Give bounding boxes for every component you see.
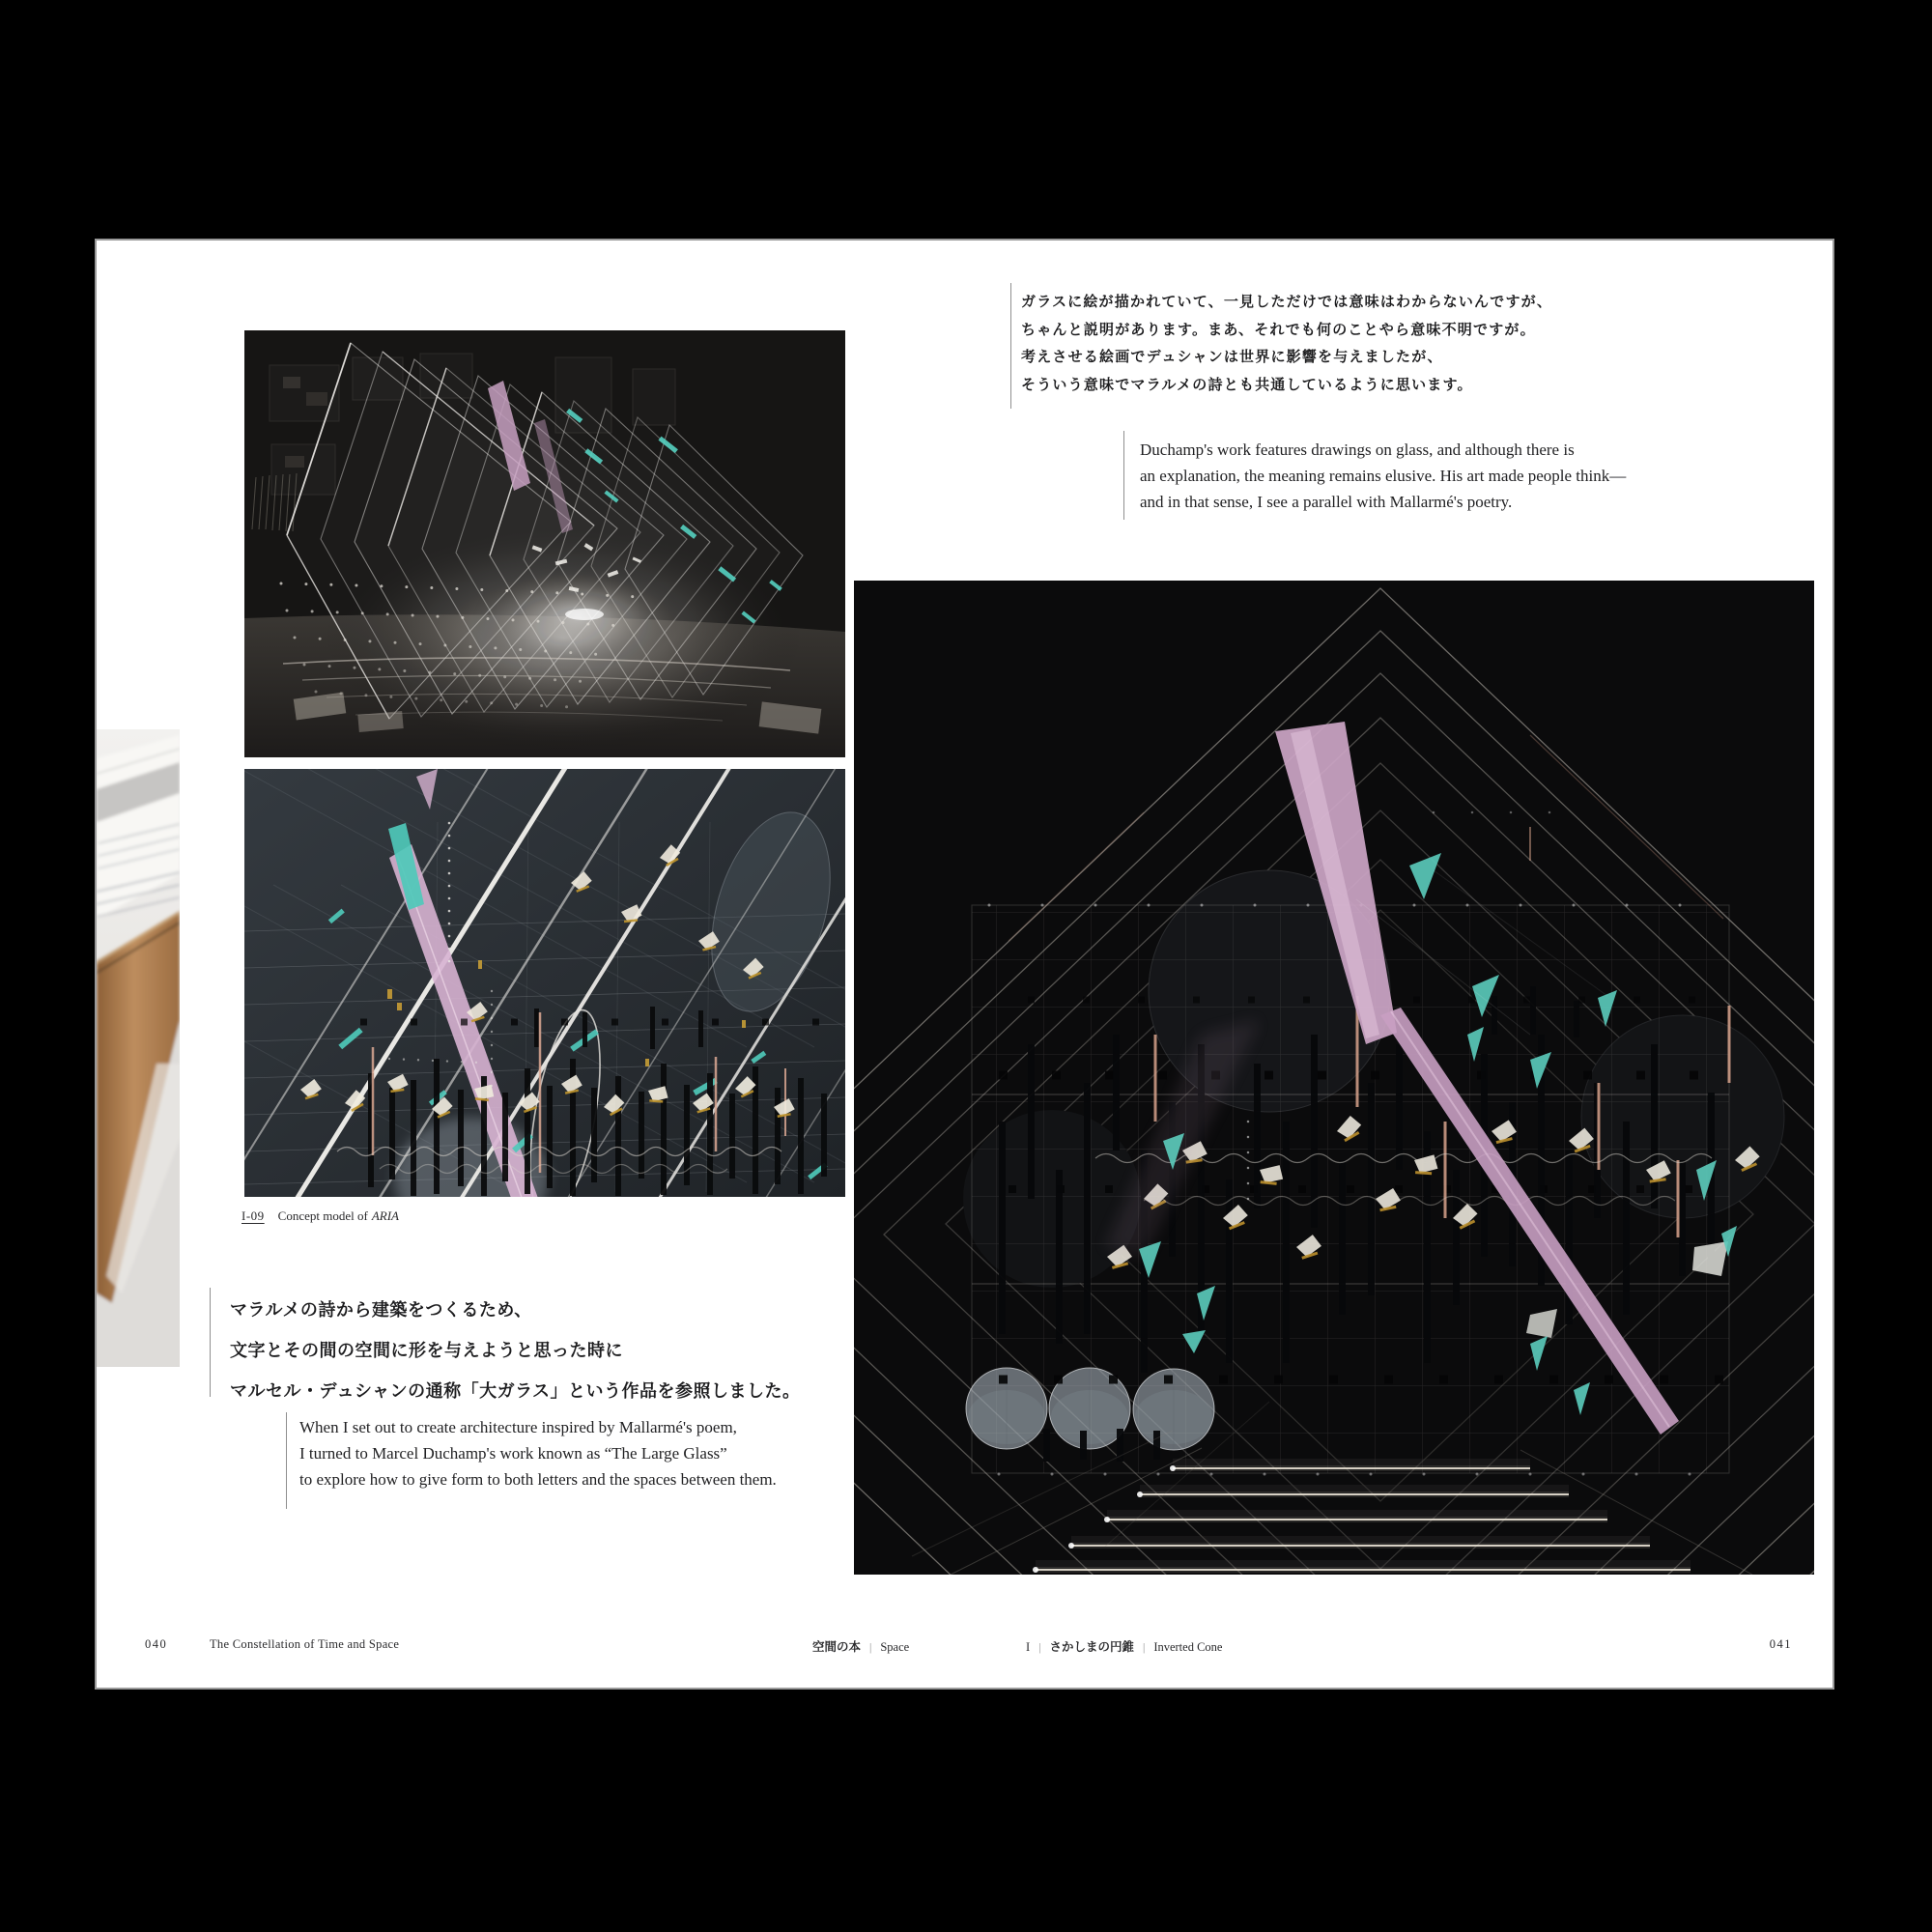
- quote-line: to explore how to give form to both letters and the spaces between them.: [299, 1470, 777, 1489]
- work-title: ARIA: [371, 1208, 399, 1223]
- figure-caption: [242, 1208, 399, 1224]
- quote-line: I turned to Marcel Duchamp's work known as “The Large Glass”: [299, 1444, 727, 1463]
- divider: |: [1143, 1642, 1146, 1654]
- quote-line: When I set out to create architecture inspired by Mallarmé's poem,: [299, 1418, 737, 1436]
- book-spread: [97, 241, 1833, 1688]
- photo-model-closeup: [244, 769, 845, 1197]
- book-title: The Constellation of Time and Space: [210, 1637, 400, 1651]
- page-number-left: 040: [145, 1637, 168, 1651]
- quote-en-duchamp: [1123, 431, 1626, 520]
- quote-rule: [1010, 283, 1011, 409]
- quote-rule: [286, 1412, 287, 1509]
- quote-en-large-glass: [286, 1412, 777, 1509]
- model-front-art: [854, 581, 1814, 1575]
- chapter-en: Inverted Cone: [1153, 1640, 1223, 1654]
- framed-artwork-art: [97, 729, 180, 1367]
- series-en: Space: [880, 1640, 910, 1654]
- quote-line: an explanation, the meaning remains elusive. His art made people think—: [1140, 467, 1627, 485]
- quote-jp-large-glass: [210, 1288, 801, 1401]
- caption-label: Concept model of: [277, 1208, 368, 1223]
- quote-line: 文字とその間の空間に形を与えようと思った時に: [230, 1341, 623, 1360]
- left-bleed-photo: [97, 729, 180, 1367]
- chapter-label: [1026, 1637, 1222, 1655]
- quote-line: ちゃんと説明があります。まあ、それでも何のことやら意味不明ですが。: [1021, 322, 1536, 338]
- chapter-number: I: [1026, 1640, 1031, 1654]
- quote-line: ガラスに絵が描かれていて、一見しただけでは意味はわからないんですが、: [1021, 295, 1553, 310]
- model-closeup-art: [244, 769, 845, 1197]
- page-number-right: 041: [1769, 1637, 1792, 1651]
- series-jp: 空間の本: [812, 1640, 862, 1654]
- quote-line: and in that sense, I see a parallel with Mallarmé's poetry.: [1140, 493, 1513, 511]
- chapter-jp: さかしまの円錐: [1049, 1640, 1134, 1654]
- quote-line: Duchamp's work features drawings on glass, and although there is: [1140, 440, 1575, 459]
- model-overview-art: [244, 330, 845, 757]
- quote-line: マルセル・デュシャンの通称「大ガラス」という作品を参照しました。: [230, 1381, 801, 1401]
- quote-rule: [1123, 431, 1124, 520]
- divider: |: [1038, 1642, 1041, 1654]
- series-label: [812, 1637, 909, 1655]
- photo-model-front: [854, 581, 1814, 1575]
- quote-line: 考えさせる絵画でデュシャンは世界に影響を与えましたが、: [1021, 350, 1443, 365]
- divider: |: [869, 1642, 872, 1654]
- quote-line: そういう意味でマラルメの詩とも共通しているように思います。: [1021, 377, 1473, 393]
- figure-number: I-09: [242, 1208, 265, 1223]
- quote-rule: [210, 1288, 211, 1397]
- quote-line: マラルメの詩から建築をつくるため、: [230, 1300, 532, 1320]
- photo-model-overview: [244, 330, 845, 757]
- quote-jp-duchamp: [1010, 283, 1552, 409]
